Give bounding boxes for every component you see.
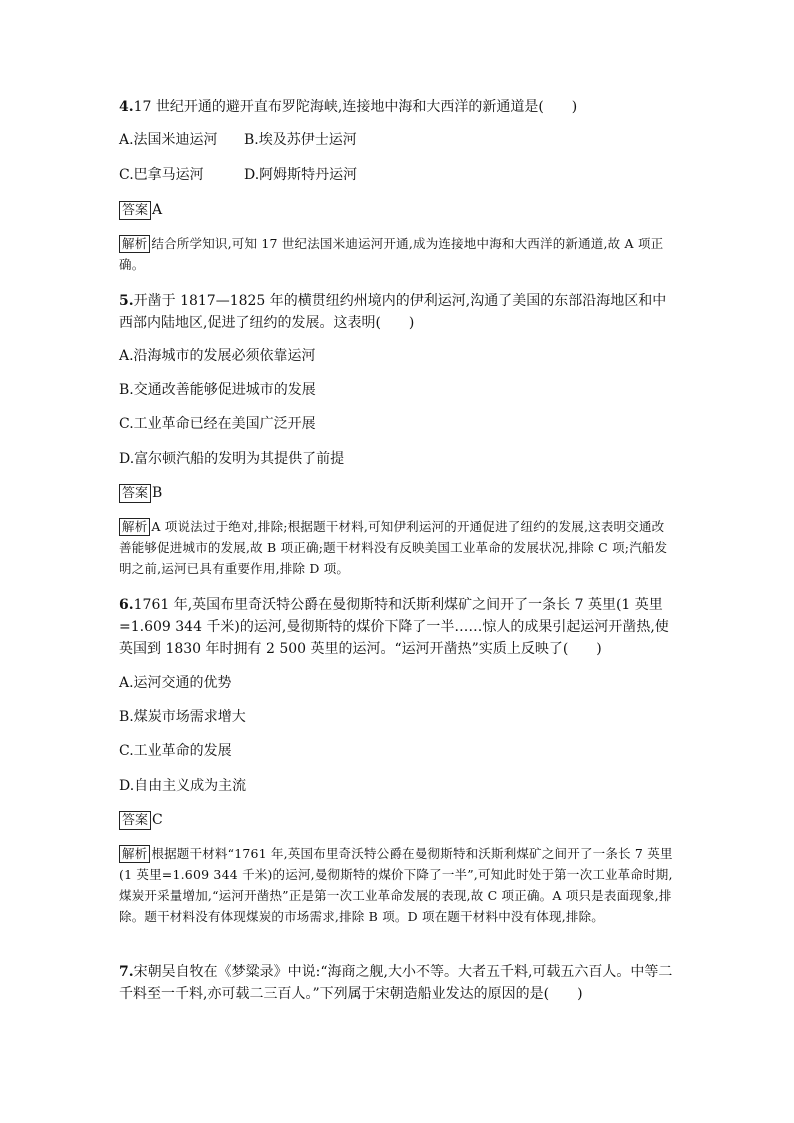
question-6 [119,594,679,660]
explanation-text: A 项说法过于绝对,排除;根据题干材料,可知伊利运河的开通促进了纽约的发展,这表明交通改善能够促进城市的发展,故 B 项正确;题干材料没有反映美国工业革命的发展状况,排除 C 项;汽船发明之前,运河已具有重要作用,排除 D 项。 [119,519,668,576]
option-b: B.交通改善能够促进城市的发展 [119,382,316,398]
explanation-tag: 解析 [119,235,150,253]
answer-tag: 答案 [119,484,151,503]
question-4 [119,96,679,118]
explanation [119,843,675,927]
option-a: A.运河交通的优势 [119,675,232,691]
explanation [119,516,675,579]
option-a: A.法国米迪运河 [119,132,218,148]
option-c: C.工业革命的发展 [119,743,232,759]
option-b: B.煤炭市场需求增大 [119,709,246,725]
answer-line [119,200,162,220]
answer-tag: 答案 [119,201,151,220]
question-stem: 宋朝吴自牧在《梦粱录》中说:“海商之舰,大小不等。大者五千料,可载五六百人。中等二千料至一千料,亦可载二三百人。”下列属于宋朝造船业发达的原因的是( ) [119,964,673,1002]
answer-value: A [152,202,163,218]
question-stem: 17 世纪开通的避开直布罗陀海峡,连接地中海和大西洋的新通道是( ) [133,99,578,115]
option-c: C.工业革命已经在美国广泛开展 [119,416,316,432]
option-d: D.富尔顿汽船的发明为其提供了前提 [119,451,345,467]
option-a: A.沿海城市的发展必须依靠运河 [119,348,316,364]
question-7 [119,961,679,1005]
question-number: 6. [119,597,134,613]
option-c: C.巴拿马运河 [119,167,204,183]
explanation-text: 根据题干材料“1761 年,英国布里奇沃特公爵在曼彻斯特和沃斯利煤矿之间开了一条长 7 英里(1 英里=1.609 344 千米)的运河,曼彻斯特的煤价下降了一半”,可知此时处于第一次工业革命时期,煤炭开采量增加,“运河开凿热”正是第一次工业革命发展的表现,故 C 项正确。A 项只是表面现象,排除。题干材料没有体现煤炭的市场需求,排除 B 项。D 项在题干材料中没有体现,排除。 [119,846,673,924]
answer-line [119,810,163,830]
explanation [119,233,675,275]
question-stem: 开凿于 1817—1825 年的横贯纽约州境内的伊利运河,沟通了美国的东部沿海地区和中西部内陆地区,促进了纽约的发展。这表明( ) [119,293,667,331]
option-d: D.阿姆斯特丹运河 [244,167,358,183]
answer-value: B [152,485,163,501]
explanation-tag: 解析 [119,845,150,863]
question-number: 4. [119,99,134,115]
explanation-text: 结合所学知识,可知 17 世纪法国米迪运河开通,成为连接地中海和大西洋的新通道,故 A 项正确。 [119,236,664,272]
question-stem: 1761 年,英国布里奇沃特公爵在曼彻斯特和沃斯利煤矿之间开了一条长 7 英里(1 英里=1.609 344 千米)的运河,曼彻斯特的煤价下降了一半……惊人的成果引起运河开凿热,使英国到 1830 年时拥有 2 500 英里的运河。“运河开凿热”实质上反映了( ) [119,597,669,657]
option-b: B.埃及苏伊士运河 [244,132,357,148]
explanation-tag: 解析 [119,518,150,536]
option-d: D.自由主义成为主流 [119,778,247,794]
answer-tag: 答案 [119,811,151,830]
question-number: 5. [119,293,134,309]
question-number: 7. [119,964,134,980]
question-5 [119,290,679,334]
answer-line [119,483,162,503]
answer-value: C [152,812,163,828]
